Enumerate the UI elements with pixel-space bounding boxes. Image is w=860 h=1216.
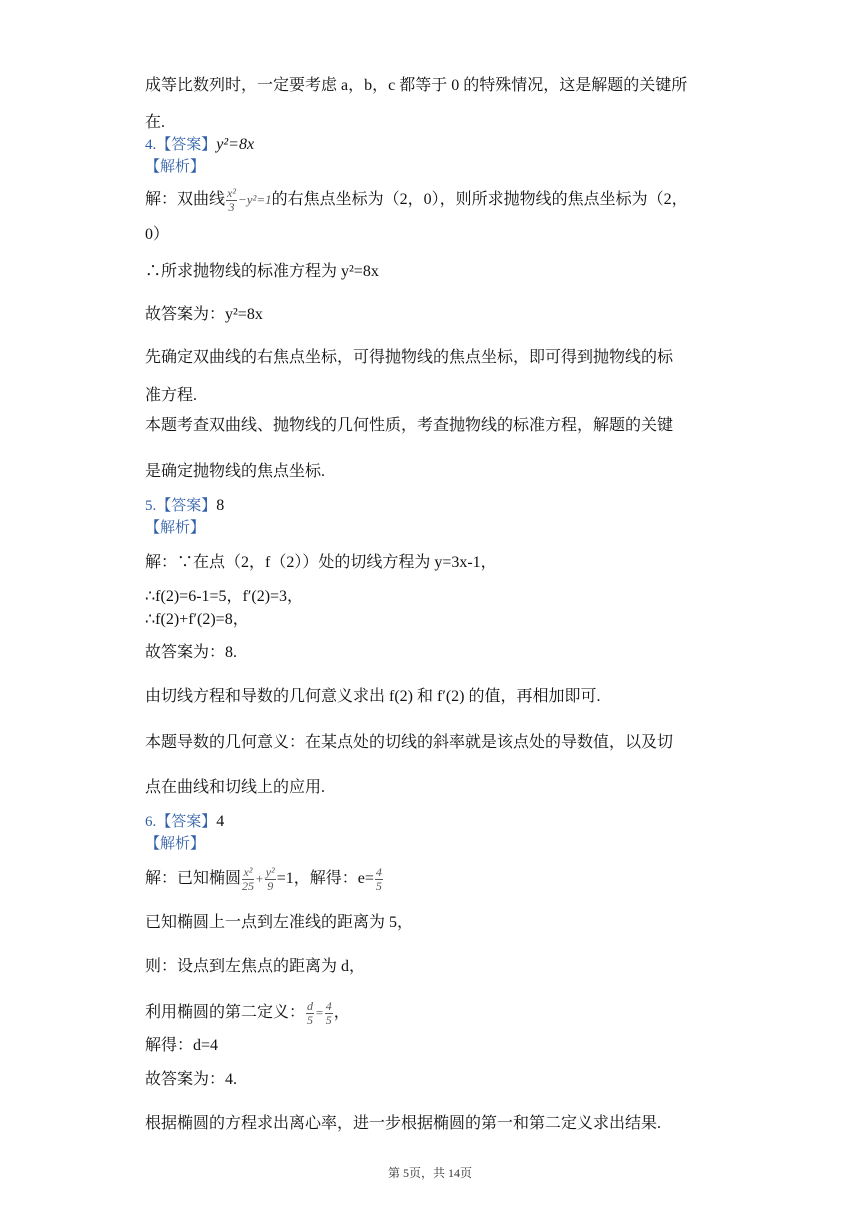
fraction: $\frac{\text{x²}}{3}$	[227, 186, 236, 214]
answer-value: 4	[216, 813, 225, 830]
fraction: $\frac{\text{x²}}{25}$	[242, 865, 255, 893]
text-line: 点在曲线和切线上的应用.	[145, 779, 326, 796]
question-4-answer	[145, 135, 254, 155]
text-line: 解：双曲线 $\frac{\text{x²}}{3}$ −y²=1的右焦点坐标为（2，0），则所求抛物线的焦点坐标为（2，	[145, 186, 688, 214]
answer-tag: 【答案】	[156, 137, 217, 153]
text-line: 解：已知椭圆 $\frac{\text{x²}}{25}$ + $\frac{\text{y²}}{9}$ =1，解得：e= $\frac{4}{5}$	[145, 865, 382, 893]
page-footer: 第 5页，共 14页	[387, 1166, 472, 1180]
fraction: $\frac{d}{5}$	[307, 999, 314, 1027]
text-line: 故答案为：4.	[145, 1071, 238, 1088]
text-line: 先确定双曲线的右焦点坐标，可得抛物线的焦点坐标，即可得到抛物线的标	[145, 349, 674, 366]
text-line: 利用椭圆的第二定义： $\frac{d}{5}$ = $\frac{4}{5}$ ，	[145, 999, 350, 1027]
text-line: 根据椭圆的方程求出离心率，进一步根据椭圆的第一和第二定义求出结果.	[145, 1115, 662, 1132]
text-line: 成等比数列时，一定要考虑 a，b，c 都等于 0 的特殊情况，这是解题的关键所	[145, 77, 688, 94]
text-line: 0）	[145, 226, 170, 243]
analysis-tag: 【解析】	[145, 520, 206, 536]
text-line: ∴f(2)+f′(2)=8，	[145, 611, 249, 628]
text-line: 准方程.	[145, 387, 198, 404]
analysis-tag: 【解析】	[145, 836, 206, 852]
answer-tag: 【答案】	[156, 498, 217, 514]
text-line: 本题考查双曲线、抛物线的几何性质，考查抛物线的标准方程，解题的关键	[145, 417, 674, 434]
question-6-answer	[145, 812, 224, 832]
answer-value: y²=8x	[216, 136, 255, 153]
analysis-tag: 【解析】	[145, 159, 206, 175]
text-line: 故答案为：8.	[145, 644, 238, 661]
text-line: 故答案为：y²=8x	[145, 306, 263, 323]
question-number: 4.	[145, 137, 157, 153]
text-line: 是确定抛物线的焦点坐标.	[145, 463, 326, 480]
fraction: $\frac{\text{y²}}{9}$	[265, 865, 275, 893]
text-line: 解：∵在点（2，f（2））处的切线方程为 y=3x-1，	[145, 554, 497, 571]
answer-value: 8	[216, 497, 225, 514]
fraction: $\frac{4}{5}$	[325, 999, 332, 1027]
answer-tag: 【答案】	[156, 814, 217, 830]
text-line: 则：设点到左焦点的距离为 d，	[145, 958, 366, 975]
text-line: 解得：d=4	[145, 1037, 219, 1054]
question-5-answer	[145, 496, 224, 516]
fraction: $\frac{4}{5}$	[375, 865, 382, 893]
text-line: 已知椭圆上一点到左准线的距离为 5，	[145, 914, 414, 931]
text-line: ∴f(2)=6-1=5，f′(2)=3，	[145, 588, 304, 605]
text-line: 由切线方程和导数的几何意义求出 f(2) 和 f′(2) 的值，再相加即可.	[145, 688, 601, 705]
text-line: 在.	[145, 114, 166, 131]
text-line: ∴所求抛物线的标准方程为 y²=8x	[145, 263, 379, 280]
question-number: 6.	[145, 814, 157, 830]
text-line: 本题导数的几何意义：在某点处的切线的斜率就是该点处的导数值，以及切	[145, 734, 674, 751]
question-number: 5.	[145, 498, 157, 514]
